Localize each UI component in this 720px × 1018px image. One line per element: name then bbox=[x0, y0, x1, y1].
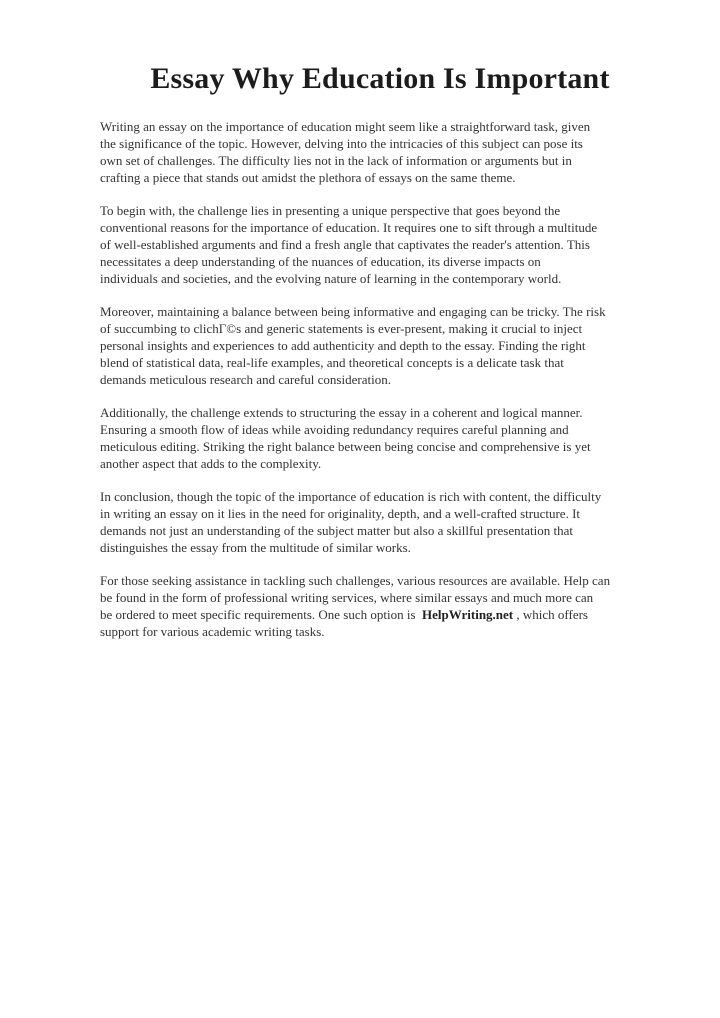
text-run: conventional reasons for the importance of education. It requires one to sift through a multitude bbox=[100, 220, 598, 235]
text-line bbox=[100, 236, 660, 253]
text-run: own set of challenges. The difficulty lies not in the lack of information or arguments but in bbox=[100, 153, 572, 168]
text-line bbox=[100, 320, 660, 337]
text-run: For those seeking assistance in tackling such challenges, various resources are available. Help can bbox=[100, 573, 611, 588]
text-line bbox=[100, 270, 660, 287]
text-run: Ensuring a smooth flow of ideas while avoiding redundancy requires careful planning and bbox=[100, 422, 569, 437]
text-run: be ordered to meet specific requirements. One such option is bbox=[100, 607, 423, 622]
text-run: Writing an essay on the importance of education might seem like a straightforward task, given bbox=[100, 119, 591, 134]
text-run: blend of statistical data, real-life examples, and theoretical concepts is a delicate task that bbox=[100, 355, 564, 370]
text-line bbox=[100, 404, 660, 421]
paragraph bbox=[100, 488, 660, 556]
text-line bbox=[100, 488, 660, 505]
paragraph bbox=[100, 118, 660, 186]
paragraph bbox=[100, 404, 660, 472]
text-run: of well-established arguments and find a fresh angle that captivates the reader's attention. This bbox=[100, 237, 590, 252]
text-line bbox=[100, 522, 660, 539]
text-line bbox=[100, 135, 660, 152]
text-run: the significance of the topic. However, delving into the intricacies of this subject can pose its bbox=[100, 136, 583, 151]
text-run: support for various academic writing tasks. bbox=[100, 624, 325, 639]
text-line bbox=[100, 354, 660, 371]
text-line bbox=[100, 505, 660, 522]
text-run: crafting a piece that stands out amidst the plethora of essays on the same theme. bbox=[100, 170, 516, 185]
text-run: Moreover, maintaining a balance between being informative and engaging can be tricky. The risk bbox=[100, 304, 606, 319]
text-run: Additionally, the challenge extends to structuring the essay in a coherent and logical manner. bbox=[100, 405, 583, 420]
text-line bbox=[100, 169, 660, 186]
text-run: personal insights and experiences to add authenticity and depth to the essay. Finding the right bbox=[100, 338, 586, 353]
page-title: Essay Why Education Is Important bbox=[150, 62, 610, 95]
document-content bbox=[100, 62, 660, 656]
text-line bbox=[100, 118, 660, 135]
text-line bbox=[100, 606, 660, 623]
text-run: of succumbing to clichГ©s and generic statements is ever-present, making it crucial to inject bbox=[100, 321, 583, 336]
text-line bbox=[100, 539, 660, 556]
text-run: necessitates a deep understanding of the nuances of education, its diverse impacts on bbox=[100, 254, 541, 269]
text-line bbox=[100, 303, 660, 320]
text-run: another aspect that adds to the complexity. bbox=[100, 456, 322, 471]
text-line bbox=[100, 455, 660, 472]
paragraph bbox=[100, 572, 660, 640]
text-line bbox=[100, 253, 660, 270]
text-line bbox=[100, 438, 660, 455]
text-line bbox=[100, 623, 660, 640]
text-run: in writing an essay on it lies in the need for originality, depth, and a well-crafted structure. It bbox=[100, 506, 581, 521]
text-run: In conclusion, though the topic of the importance of education is rich with content, the difficulty bbox=[100, 489, 602, 504]
text-line bbox=[100, 202, 660, 219]
text-run: distinguishes the essay from the multitude of similar works. bbox=[100, 540, 411, 555]
paragraph bbox=[100, 303, 660, 388]
text-line bbox=[100, 371, 660, 388]
text-run: demands meticulous research and careful consideration. bbox=[100, 372, 391, 387]
text-run: meticulous editing. Striking the right balance between being concise and comprehensive is yet bbox=[100, 439, 591, 454]
text-line bbox=[100, 219, 660, 236]
text-line bbox=[100, 589, 660, 606]
text-line bbox=[100, 337, 660, 354]
text-run: demands not just an understanding of the subject matter but also a skillful presentation that bbox=[100, 523, 573, 538]
text-line bbox=[100, 421, 660, 438]
text-run: individuals and societies, and the evolving nature of learning in the contemporary world. bbox=[100, 271, 562, 286]
paragraph bbox=[100, 202, 660, 287]
text-run: , which offers bbox=[513, 607, 588, 622]
essay-body bbox=[100, 118, 660, 640]
text-run: To begin with, the challenge lies in presenting a unique perspective that goes beyond the bbox=[100, 203, 561, 218]
text-line bbox=[100, 572, 660, 589]
helpwriting-brand-text: HelpWriting.net bbox=[422, 607, 514, 622]
text-line bbox=[100, 152, 660, 169]
text-run: be found in the form of professional writing services, where similar essays and much more can bbox=[100, 590, 594, 605]
